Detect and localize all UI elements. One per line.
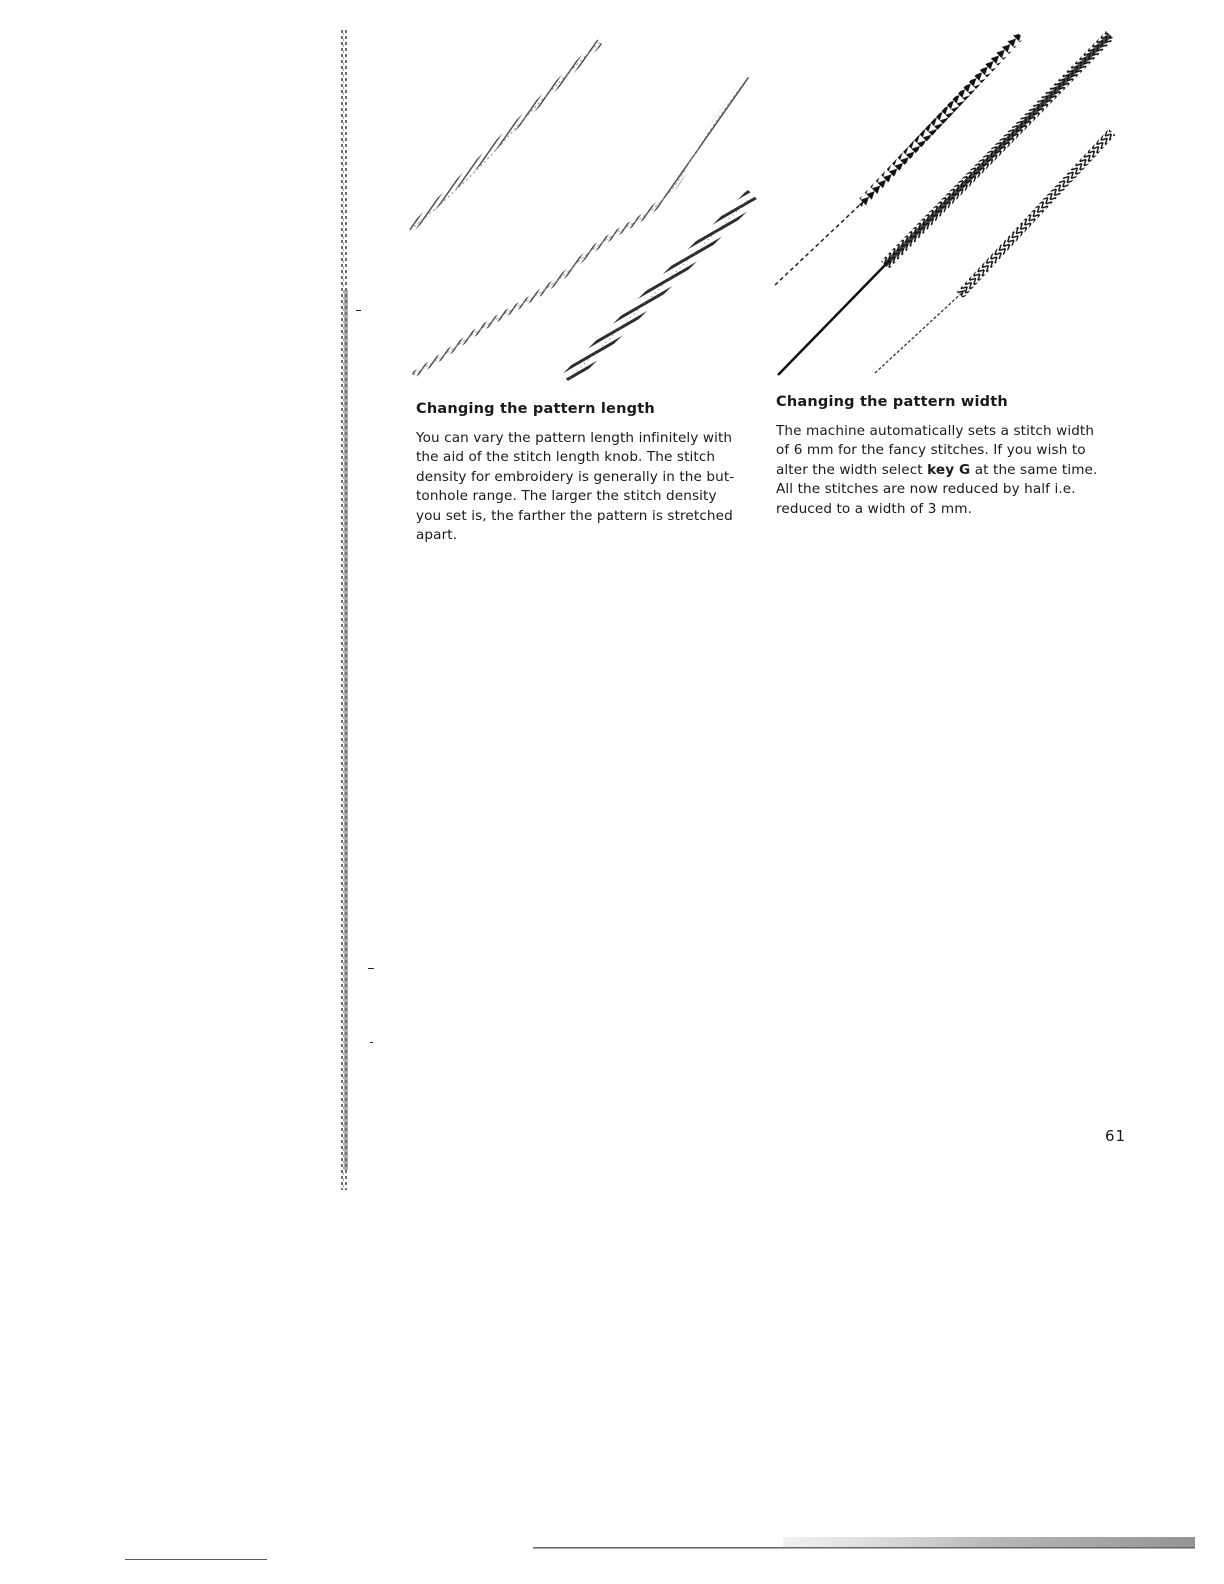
pattern-width-heading: Changing the pattern width bbox=[776, 394, 1008, 410]
pattern-length-heading: Changing the pattern length bbox=[416, 401, 655, 417]
scan-mark bbox=[370, 1042, 373, 1043]
body-line: reduced to a width of 3 mm. bbox=[776, 500, 972, 517]
pattern-width-stitch-illustration bbox=[770, 30, 1120, 380]
pattern-length-section bbox=[416, 401, 756, 545]
pattern-width-section bbox=[776, 394, 1121, 519]
pattern-length-body bbox=[416, 429, 756, 545]
page-number: 61 bbox=[1105, 1127, 1127, 1145]
stitch-sample-wavy bbox=[413, 77, 748, 375]
stitch-sample-zigzag bbox=[875, 132, 1112, 373]
pattern-length-stitch-illustration bbox=[405, 35, 765, 390]
body-line: tonhole range. The larger the stitch density bbox=[416, 488, 717, 505]
body-line: alter the width select bbox=[776, 461, 928, 478]
body-line: You can vary the pattern length infinitely with bbox=[416, 430, 733, 446]
body-line-tail: at the same time. bbox=[970, 461, 1098, 478]
body-line: of 6 mm for the fancy stitches. If you wish to bbox=[776, 442, 1086, 459]
scan-mark bbox=[356, 310, 361, 311]
stitch-sample-satin bbox=[778, 35, 1110, 375]
body-line: apart. bbox=[416, 527, 458, 544]
stitch-sample-short bbox=[410, 42, 600, 230]
body-line: The machine automatically sets a stitch width bbox=[776, 423, 1095, 439]
pattern-width-body bbox=[776, 422, 1121, 519]
footer-link-rule bbox=[125, 1559, 267, 1560]
key-g-label: key G bbox=[927, 461, 971, 478]
body-line: the aid of the stitch length knob. The stitch bbox=[416, 449, 716, 466]
footer-scan-rule bbox=[533, 1537, 1195, 1549]
scan-mark bbox=[368, 968, 374, 969]
stitch-sample-dense bbox=[567, 195, 753, 380]
body-line: density for embroidery is generally in the but- bbox=[416, 468, 735, 485]
binding-edge-shadow bbox=[337, 30, 357, 1190]
body-line: All the stitches are now reduced by half i.e. bbox=[776, 481, 1076, 498]
body-line: you set is, the farther the pattern is stretched bbox=[416, 507, 733, 524]
